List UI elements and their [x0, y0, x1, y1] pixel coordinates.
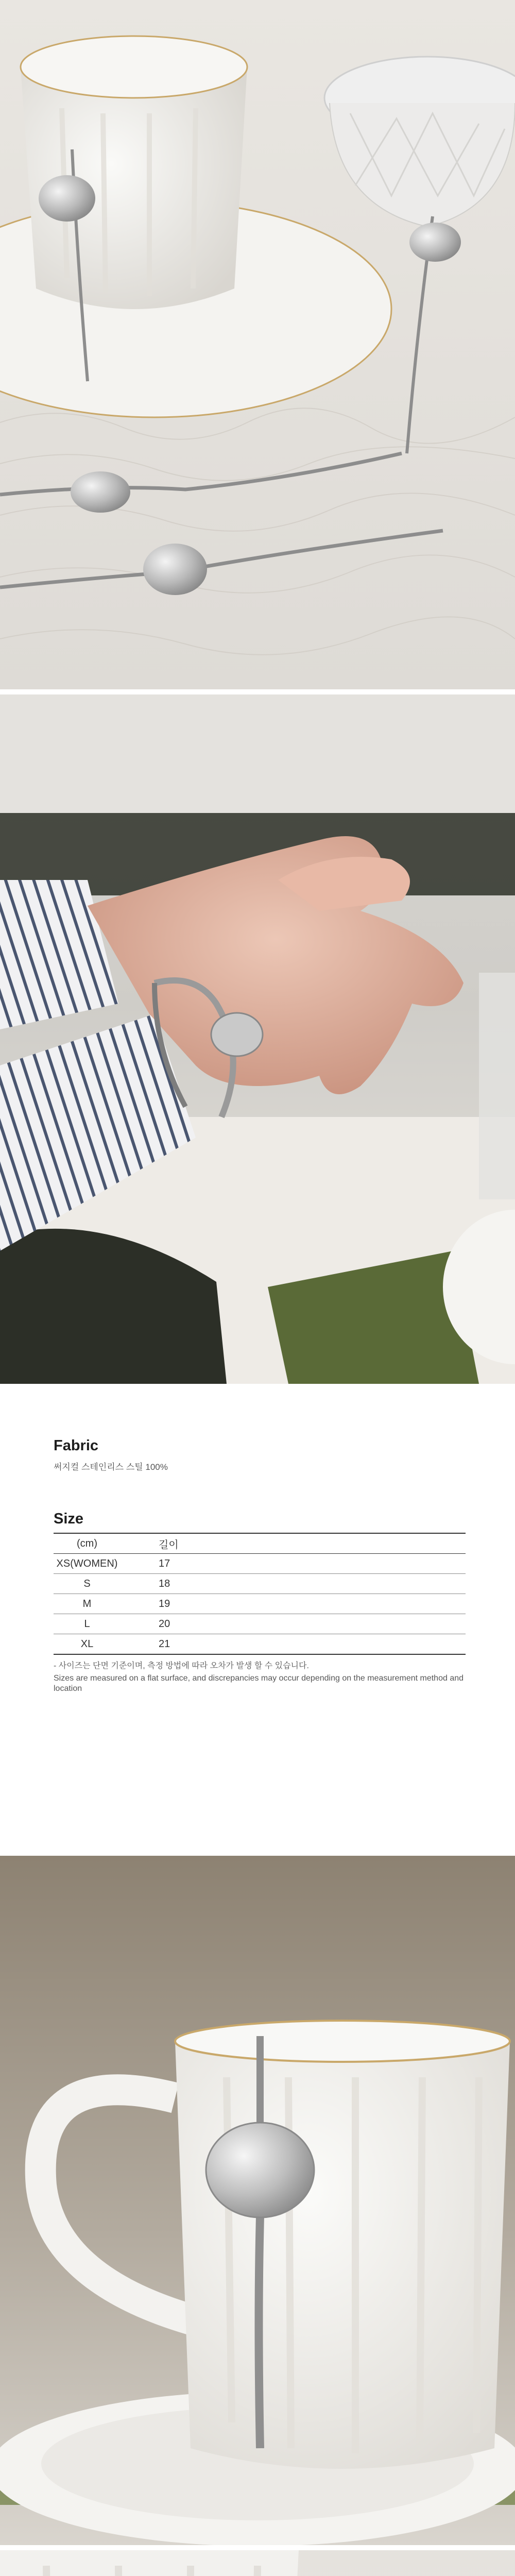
size-title: Size: [54, 1511, 84, 1527]
size-notes: [54, 1661, 466, 1694]
size-row: [54, 1574, 466, 1594]
size-cell-length: 19: [121, 1594, 466, 1614]
size-cell-size: L: [54, 1614, 121, 1634]
product-photo-on-saucer: [0, 2550, 515, 2576]
size-cell-length: 18: [121, 1574, 466, 1594]
size-cell-length: 20: [121, 1614, 466, 1634]
size-cell-size: XS(WOMEN): [54, 1554, 121, 1574]
size-cell-size: XL: [54, 1634, 121, 1655]
size-note-korean: - 사이즈는 단면 기준이며, 측정 방법에 따라 오차가 발생 할 수 있습니다.: [54, 1662, 309, 1670]
size-cell-length: 17: [121, 1554, 466, 1574]
size-table: [54, 1533, 466, 1655]
size-header-unit: (cm): [54, 1533, 121, 1554]
fabric-description: 써지컬 스테인리스 스틸 100%: [54, 1462, 168, 1472]
product-photo-worn-on-wrist: [0, 694, 515, 1384]
size-row: [54, 1554, 466, 1574]
size-row: [54, 1634, 466, 1655]
size-cell-size: M: [54, 1594, 121, 1614]
size-header-length: 길이: [121, 1533, 466, 1554]
size-table-header: [54, 1533, 466, 1554]
fabric-title: Fabric: [54, 1437, 99, 1454]
product-photo-cup-and-glass: [0, 0, 515, 689]
product-info-section: [54, 1437, 466, 1694]
product-photo-hanging-from-cup: [0, 1856, 515, 2545]
size-cell-size: S: [54, 1574, 121, 1594]
size-row: [54, 1594, 466, 1614]
size-row: [54, 1614, 466, 1634]
size-note-english: Sizes are measured on a flat surface, and discrepancies may occur depending on the measurement method and location: [54, 1674, 464, 1693]
size-cell-length: 21: [121, 1634, 466, 1655]
